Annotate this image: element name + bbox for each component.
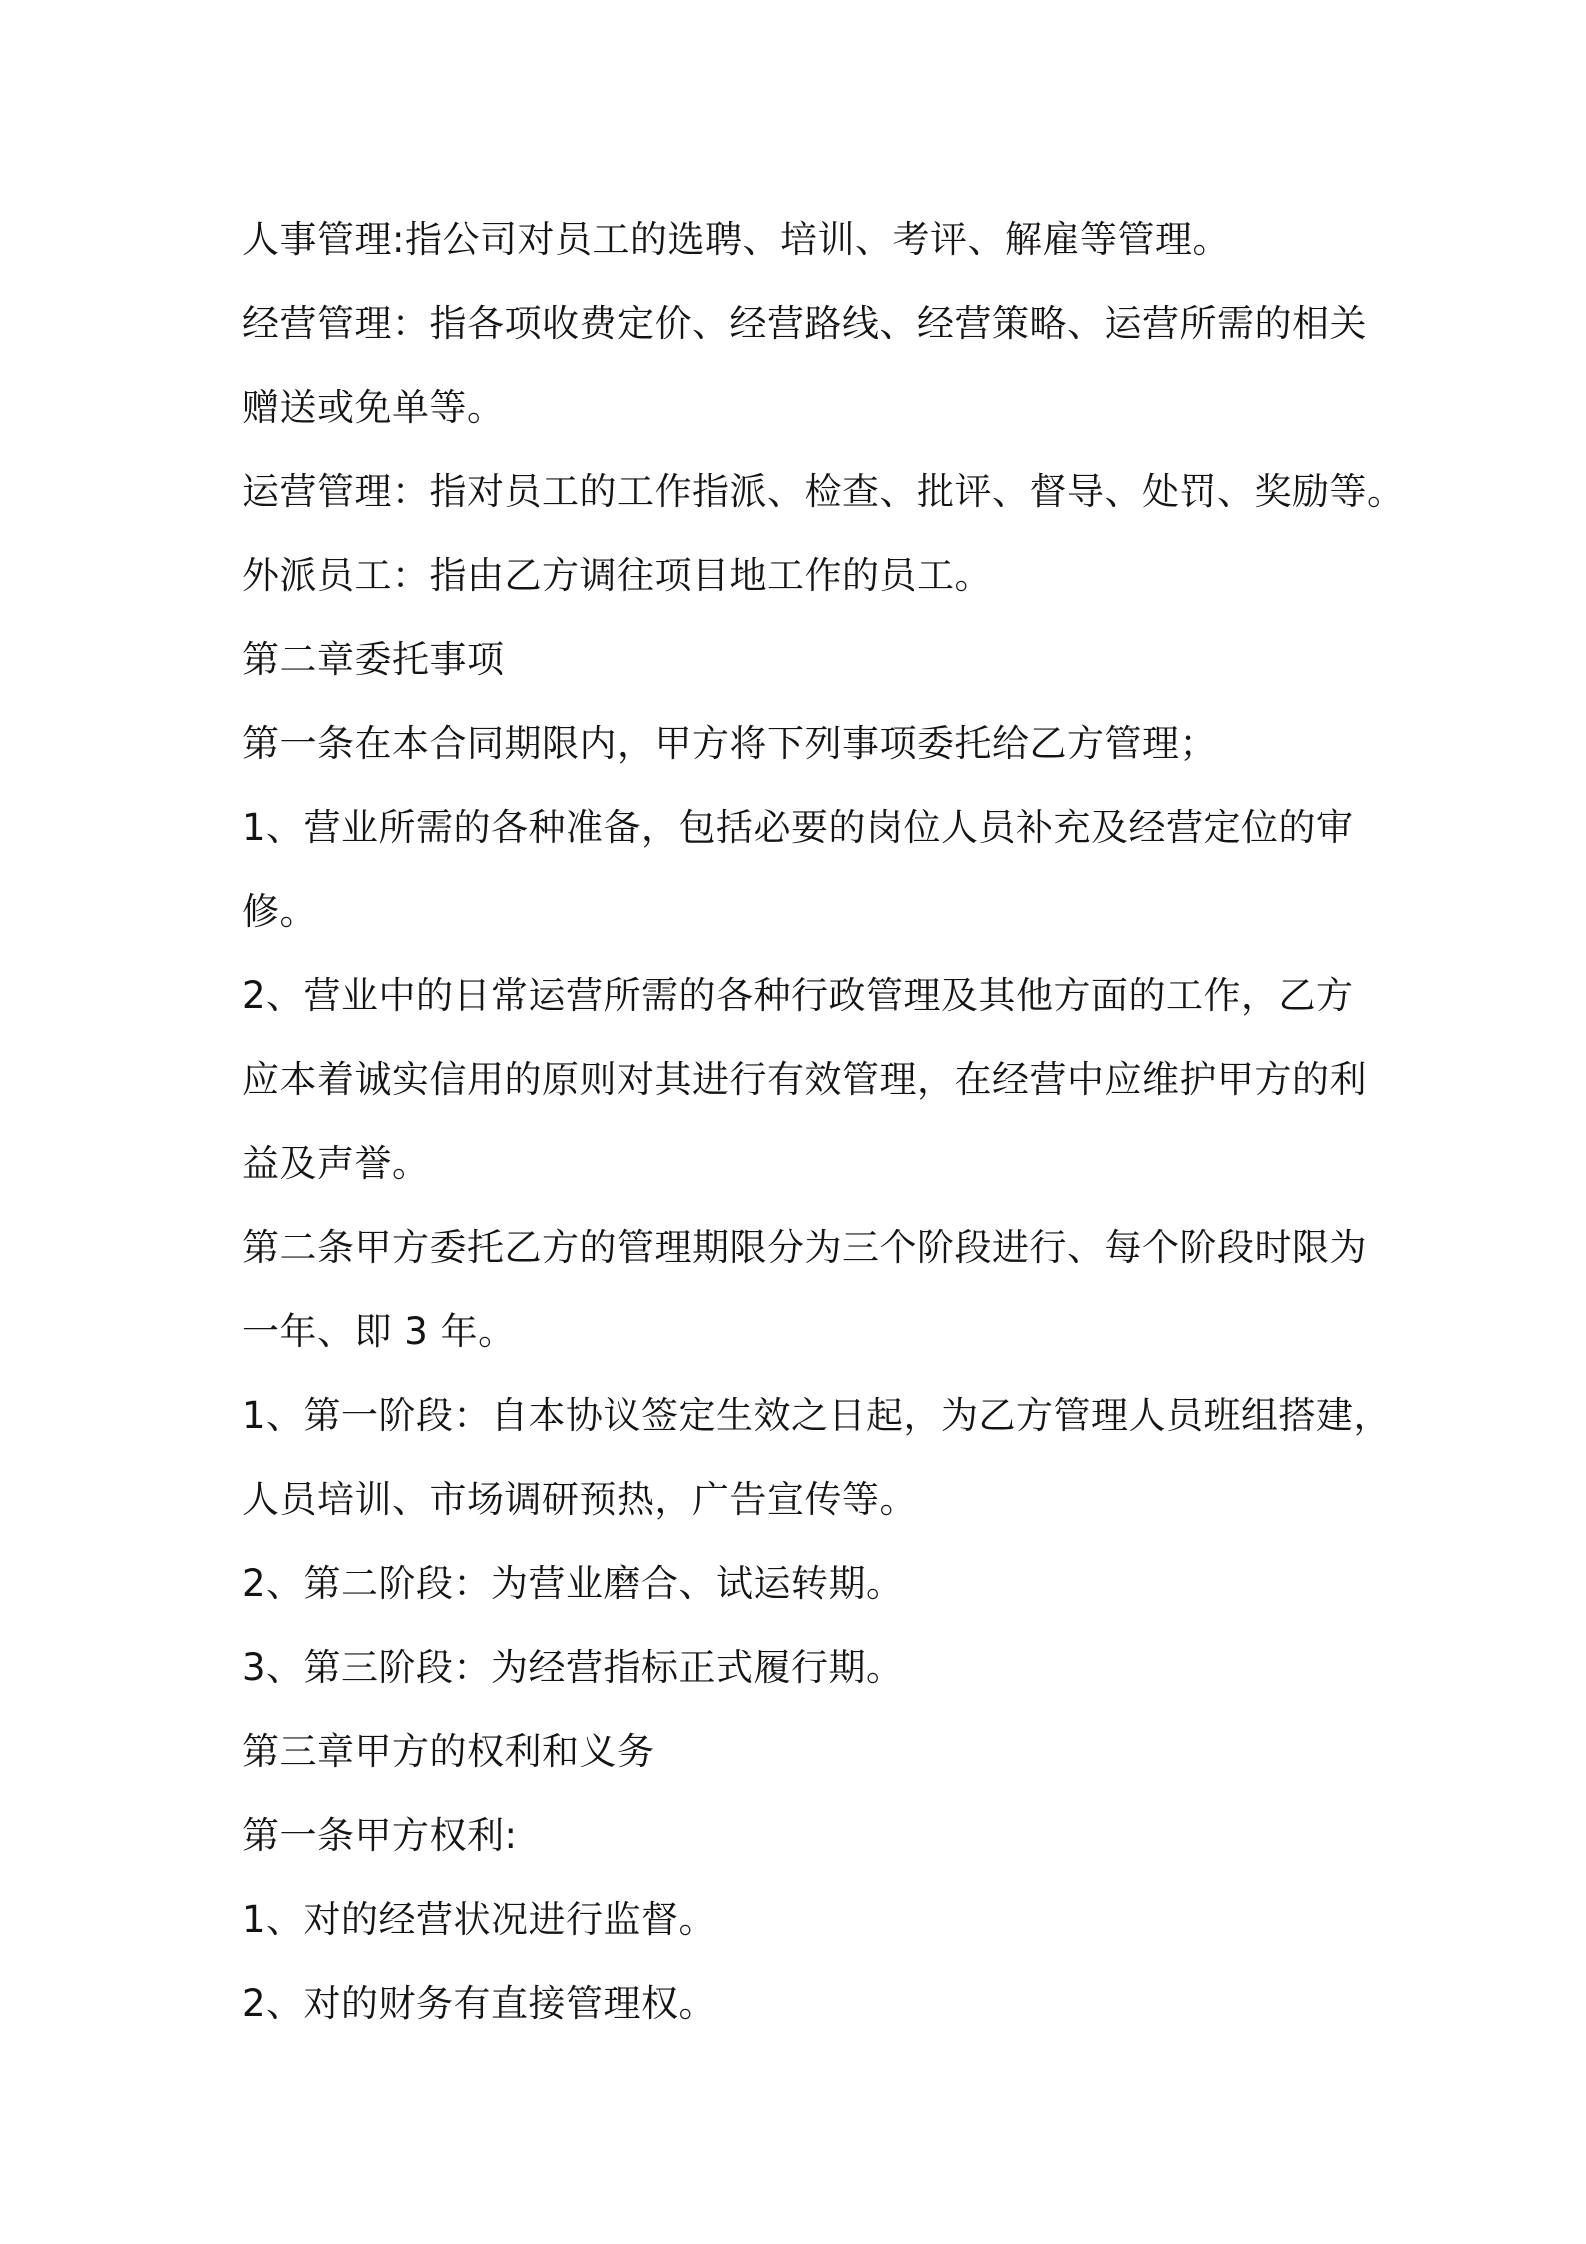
definition-business-management: 经营管理：指各项收费定价、经营路线、经营策略、运营所需的相关: [242, 302, 1367, 345]
chapter-2-article-2-stage-3: 3、第三阶段：为经营指标正式履行期。: [242, 1646, 904, 1689]
chapter-3-article-1-item-1: 1、对的经营状况进行监督。: [242, 1898, 717, 1941]
definition-personnel-management: 人事管理:指公司对员工的选聘、培训、考评、解雇等管理。: [242, 218, 1230, 261]
chapter-3-article-1-item-2: 2、对的财务有直接管理权。: [242, 1982, 717, 2025]
chapter-2-article-2-stage-2: 2、第二阶段：为营业磨合、试运转期。: [242, 1562, 904, 1605]
chapter-3-article-1: 第一条甲方权利:: [242, 1814, 518, 1857]
chapter-2-article-2-stage-1-cont: 人员培训、市场调研预热，广告宣传等。: [242, 1478, 917, 1521]
chapter-3-heading: 第三章甲方的权利和义务: [242, 1730, 655, 1773]
chapter-2-article-1-item-1: 1、营业所需的各种准备，包括必要的岗位人员补充及经营定位的审: [242, 806, 1354, 849]
chapter-2-article-1-item-2-cont: 应本着诚实信用的原则对其进行有效管理，在经营中应维护甲方的利: [242, 1058, 1367, 1101]
chapter-2-article-1-item-1-cont: 修。: [242, 890, 317, 933]
chapter-2-article-1-item-2: 2、营业中的日常运营所需的各种行政管理及其他方面的工作，乙方: [242, 974, 1354, 1017]
chapter-2-article-2-stage-1: 1、第一阶段：自本协议签定生效之日起，为乙方管理人员班组搭建，: [242, 1394, 1392, 1437]
document-body: [242, 198, 1405, 2046]
definition-operations-management: 运营管理：指对员工的工作指派、检查、批评、督导、处罚、奖励等。: [242, 470, 1405, 513]
chapter-2-article-2-cont: 一年、即 3 年。: [242, 1310, 516, 1353]
chapter-2-article-2: 第二条甲方委托乙方的管理期限分为三个阶段进行、每个阶段时限为: [242, 1226, 1367, 1269]
definition-dispatched-staff: 外派员工：指由乙方调往项目地工作的员工。: [242, 554, 992, 597]
chapter-2-heading: 第二章委托事项: [242, 638, 505, 681]
chapter-2-article-1: 第一条在本合同期限内，甲方将下列事项委托给乙方管理；: [242, 722, 1217, 765]
definition-business-management-cont: 赠送或免单等。: [242, 386, 505, 429]
chapter-2-article-1-item-2-cont-2: 益及声誉。: [242, 1142, 430, 1185]
